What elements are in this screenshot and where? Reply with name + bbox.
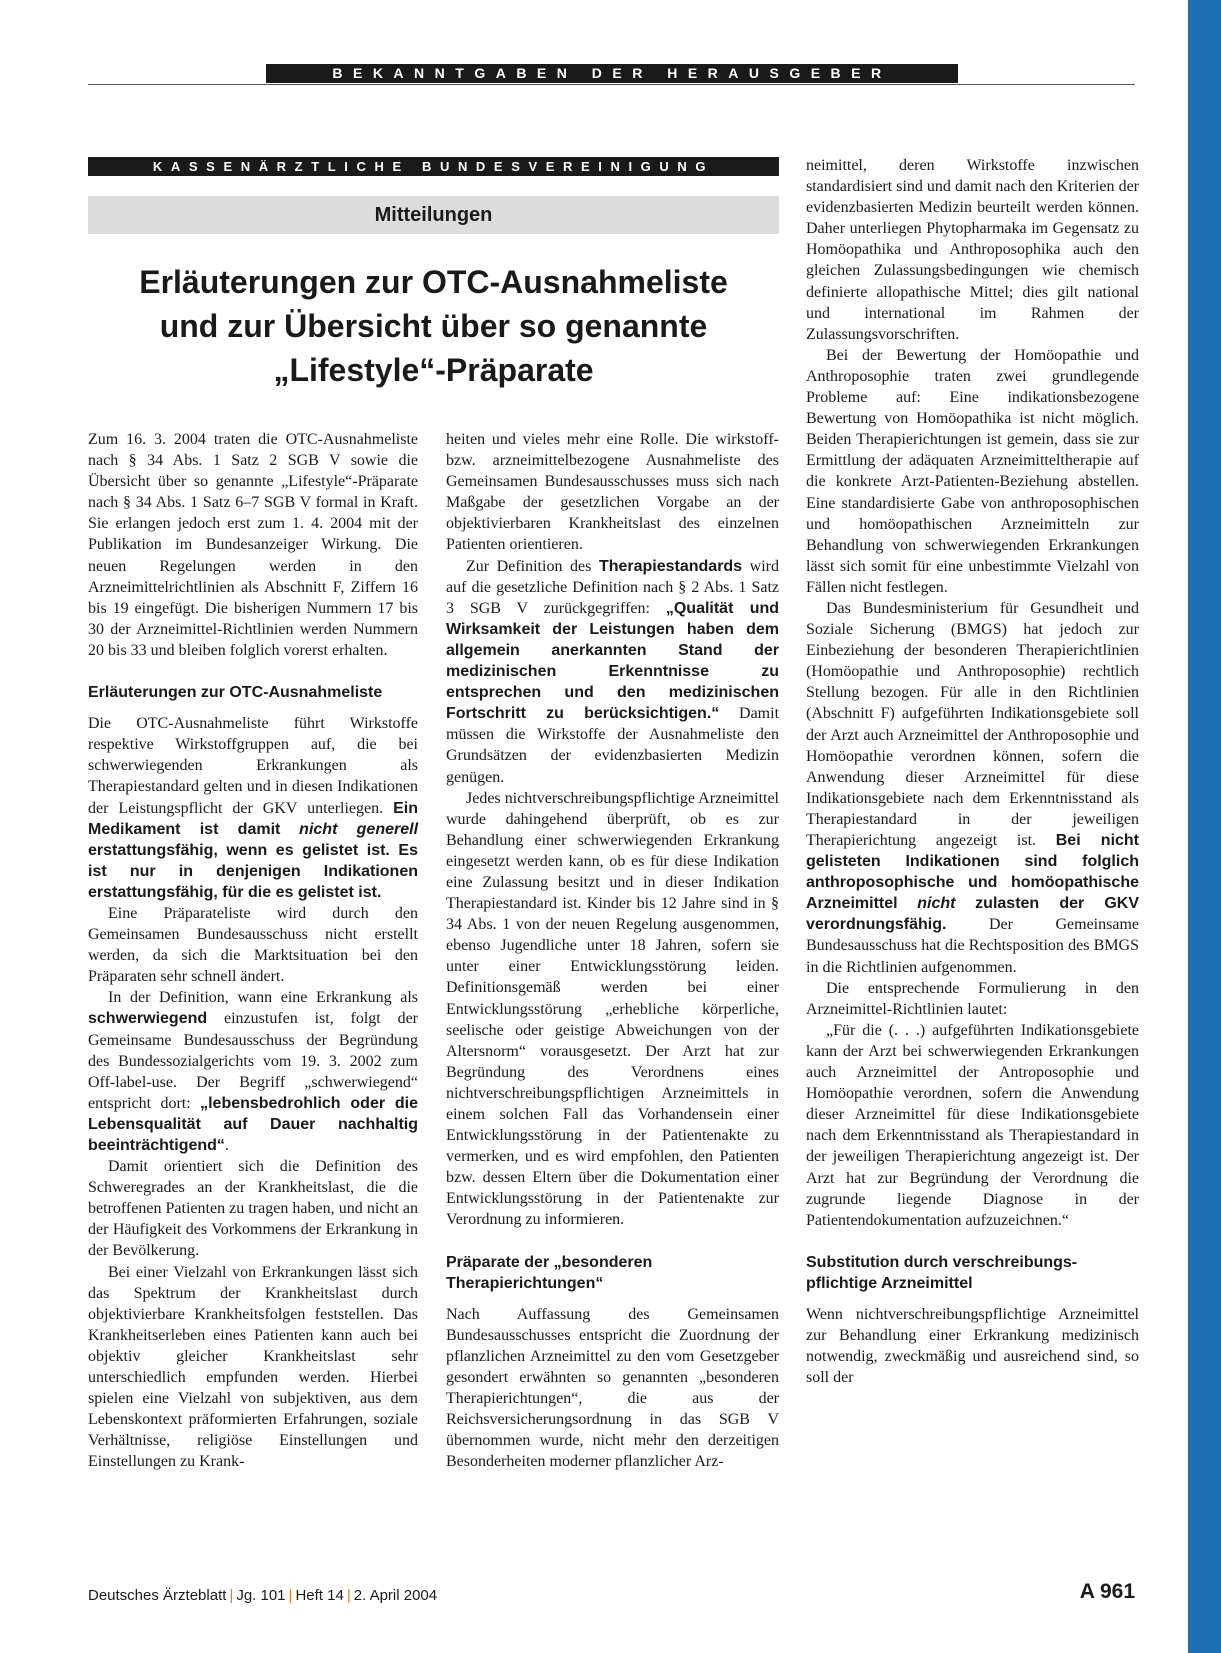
paragraph: Zum 16. 3. 2004 traten die OTC-Ausnahmeliste nach § 34 Abs. 1 Satz 2 SGB V sowie die Übersicht über so genannte „Lifestyle“-Präparate nach § 34 Abs. 1 Satz 6–7 SGB V formal in Kraft. Sie erlangen jedoch erst zum 1. 4. 2004 mit der Publikation im Bundesanzeiger Wirkung. Die neuen Regelungen werden in den Arzneimittelrichtlinien als Abschnitt F, Ziffern 16 bis 19 eingefügt. Die bisherigen Nummern 17 bis 30 der Arzneimittel-Richtlinien werden Nummern 20 bis 33 und bleiben folglich vorerst erhalten.	[88, 431, 418, 659]
paragraph: Eine Präparateliste wird durch den Gemeinsamen Bundesausschuss nicht erstellt werden, da sich die Marktsituation bei den Präparaten sehr schnell ändert.	[88, 904, 418, 986]
paragraph: Bei einer Vielzahl von Erkrankungen lässt sich das Spektrum der Krankheitslast durch objektivierbare Krankheitsfolgen feststellen. Das Krankheitserleben eines Patienten kann auch bei objektiv gleicher Krankheitslast sehr unterschiedlich empfunden werden. Hierbei spielen eine Vielzahl von subjektiven, aus dem Lebenskontext präformierten Erfahrungen, soziale Verhältnisse, religiöse Einstellungen und Einstellungen zu Krank-	[88, 1263, 418, 1471]
section-band: BEKANNTGABEN DER HERAUSGEBER	[266, 64, 958, 83]
paragraph: Bei der Bewertung der Homöopathie und Anthroposophie traten zwei grundlegende Probleme auf: Eine indikationsbezogene Bewertung von Homöopathika ist nicht möglich. Beiden Therapierichtungen ist gemein, dass sie zur Ermittlung der adäquaten Arzneimitteltherapie auf die konkrete Arzt-Patienten-Beziehung abstellen. Eine standardisierte Gabe von anthroposophischen und homöopathischen Arzneimitteln zur Behandlung von schwerwiegenden Erkrankungen lässt sich somit für eine unbestimmte Vielzahl von Fällen nicht festlegen.	[806, 346, 1139, 596]
page-edge-bar	[1188, 0, 1221, 1653]
paragraph: Die entsprechende Formulierung in den Arzneimittel-Richtlinien lautet:	[806, 979, 1139, 1018]
title-line-3: „Lifestyle“-Präparate	[273, 352, 594, 388]
article-title	[88, 260, 779, 392]
issue-date: 2. April 2004	[353, 1587, 438, 1604]
section-heading-therapierichtungen: Präparate der „besonderen Therapierichtungen“	[446, 1253, 653, 1292]
section-heading-substitution: Substitution durch verschreibungs- pflichtige Arzneimittel	[806, 1253, 1078, 1292]
section-heading-otc: Erläuterungen zur OTC-Ausnahmeliste	[88, 684, 383, 702]
column-3	[806, 155, 1139, 1388]
page-number: A 961	[1079, 1580, 1135, 1603]
page-footer: Deutsches Ärzteblatt | Jg. 101 | Heft 14 | 2. April 2004 A 961	[88, 1580, 1135, 1604]
title-line-2: und zur Übersicht über so genannte	[159, 308, 708, 344]
paragraph: heiten und vieles mehr eine Rolle. Die wirkstoff- bzw. arzneimittelbezogene Ausnahmeliste des Gemeinsamen Bundesausschusses muss sich nach Maßgabe der gesetzlichen Vorgabe an der objektivierbaren Krankheitslast des einzelnen Patienten orientieren.	[446, 431, 779, 554]
journal-name: Deutsches Ärzteblatt	[88, 1587, 227, 1604]
paragraph: Wenn nichtverschreibungspflichtige Arzneimittel zur Behandlung einer Erkrankung medizinisch notwendig, zweckmäßig und ausreichend sind, so soll der	[806, 1305, 1139, 1387]
paragraph: In der Definition, wann eine Erkrankung als schwerwiegend einzustufen ist, folgt der Gemeinsame Bundesausschuss der Begründung des Bundessozialgerichts vom 19. 3. 2002 zum Off-label-use. Der Begriff „schwerwiegend“ entspricht dort: „lebensbedrohlich oder die Lebensqualität auf Dauer nachhaltig beeinträchtigend“.	[88, 989, 419, 1154]
volume: Jg. 101	[236, 1587, 286, 1604]
issue: Heft 14	[295, 1587, 344, 1604]
quote-paragraph: „Für die (. . .) aufgeführten Indikationsgebiete kann der Arzt bei schwerwiegenden Erkrankungen auch Arzneimittel der Antroposophie und Homöopathie verordnen, sofern die Anwendung dieser Arzneimittel für diese Indikationsgebiete nach dem Erkenntnisstand als Therapiestandard in der jeweiligen Therapierichtung angezeigt ist. Der Arzt hat zur Begründung der Verordnung die zugrunde liegende Diagnose in der Patientendokumentation aufzuzeichnen.“	[806, 1021, 1139, 1229]
paragraph: Zur Definition des Therapiestandards wird auf die gesetzliche Definition nach § 2 Abs. 1 Satz 3 SGB V zurückgegriffen: „Qualität und Wirksamkeit der Leistungen haben dem allgemein anerkannten Stand der medizinischen Erkenntnisse zu entsprechen und den medizinischen Fortschritt zu berücksichtigen.“ Damit müssen die Wirkstoffe der Ausnahmeliste den Grundsätzen der evidenzbasierten Medizin genügen.	[446, 557, 780, 786]
column-1	[88, 429, 418, 1473]
paragraph: Jedes nichtverschreibungspflichtige Arzneimittel wurde dahingehend überprüft, ob es zur Behandlung einer schwerwiegenden Erkrankung eingesetzt werden kann, ob es für diese Indikation eine Zulassung besitzt und in dieser Indikation Therapiestandard ist. Kinder bis 12 Jahre sind in § 34 Abs. 1 von der neuen Regelung ausgenommen, ebenso Jugendliche unter 18 Jahren, sofern sie unter einer Entwicklungsstörung leiden. Definitionsgemäß werden bei einer Entwicklungsstörung „erhebliche körperliche, seelische oder geistige Abweichungen von der Altersnorm“ vorausgesetzt. Der Arzt hat zur Begründung des Verordnens eines nichtverschreibungspflichtigen Arzneimittels in einem solchen Fall das Vorhandensein einer Entwicklungsstörung in der Patientenakte zu vermerken, und es wird empfohlen, den Patienten bzw. dessen Eltern über die Dokumentation einer Entwicklungsstörung in der Patientenakte zur Verordnung zu informieren.	[446, 789, 779, 1229]
paragraph: Die OTC-Ausnahmeliste führt Wirkstoffe respektive Wirkstoffgruppen auf, die bei schwerwiegenden Erkrankungen als Therapiestandard gelten und in diesen Indikationen der Leistungspflicht der GKV unterliegen. Ein Medikament ist damit nicht generell erstattungsfähig, wenn es gelistet ist. Es ist nur in denjenigen Indikationen erstattungsfähig, für die es gelistet ist.	[88, 715, 419, 901]
category-band: Mitteilungen	[88, 196, 779, 234]
header-rule	[88, 84, 1135, 85]
publisher-band: KASSENÄRZTLICHE BUNDESVEREINIGUNG	[88, 157, 779, 176]
paragraph: neimittel, deren Wirkstoffe inzwischen standardisiert sind und damit nach den Kriterien der evidenzbasierten Medizin beurteilt werden können. Daher unterliegen Phytopharmaka im Gegensatz zu Homöopathika und Anthroposophika auch den gleichen Zulassungsbedingungen wie chemisch definierte allopathische Mittel; dies gilt national und international im Rahmen der Zulassungsvorschriften.	[806, 157, 1139, 343]
paragraph: Das Bundesministerium für Gesundheit und Soziale Sicherung (BMGS) hat jedoch zur Einbeziehung der besonderen Therapierichtlinien (Homöopathie und Anthroposophie) rechtlich Stellung bezogen. Für alle in den Richtlinien (Abschnitt F) aufgeführten Indikationsgebiete soll der Arzt auch Arzneimittel der Anthroposophie und Homöopathie verordnen können, sofern die Anwendung dieser Arzneimittel für diese Indikationsgebiete nach dem Erkenntnisstand als Therapiestandard in der jeweiligen Therapierichtung angezeigt ist. Bei nicht gelisteten Indikationen sind folglich anthroposophische und homöopathische Arzneimittel nicht zulasten der GKV verordnungsfähig. Der Gemeinsame Bundesausschuss hat die Rechtsposition des BMGS in die Richtlinien aufgenommen.	[806, 599, 1140, 976]
title-line-1: Erläuterungen zur OTC-Ausnahmeliste	[139, 264, 728, 300]
column-2	[446, 429, 779, 1473]
paragraph: Damit orientiert sich die Definition des Schweregrades an der Krankheitslast, die die betroffenen Patienten zu tragen haben, und nicht an der Häufigkeit des Vorkommens der Erkrankung in der Bevölkerung.	[88, 1158, 418, 1260]
paragraph: Nach Auffassung des Gemeinsamen Bundesausschusses entspricht die Zuordnung der pflanzlichen Arzneimittel zu den vom Gesetzgeber gesondert erwähnten so genannten „besonderen Therapierichtungen“, die aus der Reichsversicherungsordnung in das SGB V übernommen wurde, nicht mehr den derzeitigen Besonderheiten moderner pflanzlicher Arz-	[446, 1305, 779, 1471]
